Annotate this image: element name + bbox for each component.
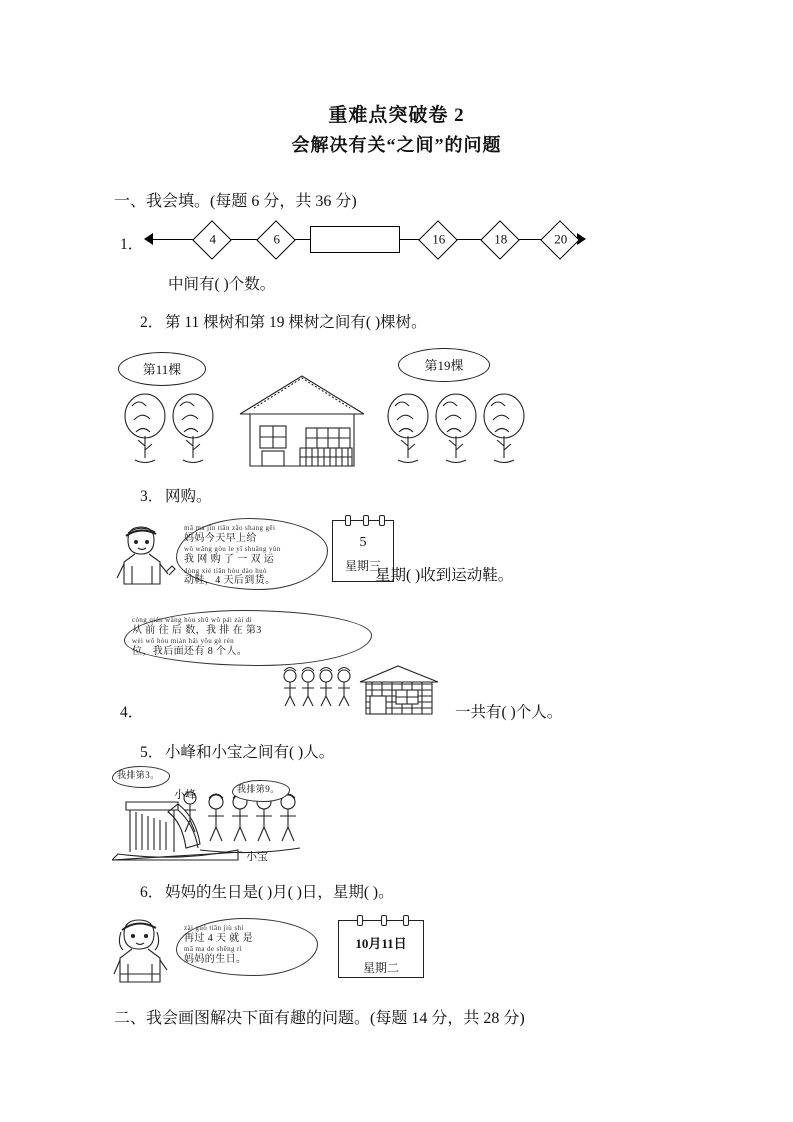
q6-bubble-line-1: 再过 4 天 就 是	[184, 932, 253, 944]
number-line-blank-box[interactable]	[310, 226, 400, 253]
number-node-6	[256, 220, 296, 260]
q5-name-xiaofeng: 小峰	[174, 789, 196, 801]
q3-answer-text: 星期( )收到运动鞋。	[375, 567, 514, 584]
q3-bubble-pinyin-3: dòng xié tiān hòu dào huò	[184, 566, 267, 575]
q1-text: 中间有( )个数。	[168, 276, 276, 293]
calendar-ring	[379, 515, 385, 526]
number-node-18	[480, 220, 520, 260]
number-node-4	[192, 220, 232, 260]
q6-text: 妈妈的生日是( )月( )日，星期( )。	[165, 884, 394, 901]
q6-bubble-line-2: 妈妈的生日。	[184, 954, 247, 965]
q5-name-xiaobao: 小宝	[246, 851, 268, 863]
q6-number: 6．	[140, 884, 164, 901]
q4-speech-bubble	[124, 610, 372, 666]
q2-text: 第 11 棵树和第 19 棵树之间有( )棵树。	[165, 314, 427, 331]
q6-speech-bubble	[176, 918, 318, 976]
calendar-ring	[403, 915, 409, 926]
q3-bubble-pinyin-2: wǒ wǎng gòu le yī shuāng yùn	[184, 545, 281, 554]
tree-label-19: 第19棵	[398, 348, 490, 382]
q3-bubble-line-2: 我 网 购 了 一 双 运	[184, 554, 275, 565]
calendar-ring	[381, 915, 387, 926]
tree-label-11: 第11棵	[118, 352, 206, 386]
q3-bubble-line-1: 妈妈今天早上给	[184, 532, 257, 544]
q1-number: 1．	[120, 236, 144, 253]
calendar-ring	[363, 515, 369, 526]
q3-bubble-line-3: 动鞋，4 天后到货。	[184, 575, 276, 587]
q3-bubble-pinyin-1: mā ma jīn tiān zǎo shang gěi	[184, 524, 276, 532]
number-line-left-arrow	[144, 233, 153, 245]
q6-bubble-pinyin-2: mā ma de shēng rì	[184, 945, 243, 954]
q3-calendar-week: 星期三	[344, 559, 381, 573]
q3-number: 3．	[140, 488, 164, 505]
q5-bubble-right	[232, 780, 290, 802]
calendar-ring	[345, 515, 351, 526]
q4-illustration	[278, 662, 458, 720]
q6-bubble-pinyin-1: zài guò tiān jiù shì	[184, 924, 244, 932]
calendar-rings	[339, 915, 423, 923]
section-1-heading: 一、我会填。(每题 6 分，共 36 分)	[114, 193, 357, 210]
calendar-rings	[333, 515, 393, 523]
q6-person-figure	[108, 912, 174, 988]
q5-bubble-left	[112, 766, 170, 788]
q4-bubble-pinyin-2: wèi wǒ hòu miàn hái yǒu gè rén	[132, 637, 235, 646]
number-node-label: 16	[432, 231, 446, 247]
q3-person-figure	[110, 518, 180, 588]
q5-text: 小峰和小宝之间有( )人。	[165, 744, 335, 761]
number-node-label: 4	[209, 231, 216, 247]
number-node-label: 6	[273, 231, 280, 247]
q4-bubble-line-1: 从 前 往 后 数，我 排 在 第3	[132, 624, 262, 636]
q6-calendar-week: 星期二	[362, 961, 399, 975]
q3-calendar-day: 5	[359, 535, 367, 550]
q4-number: 4．	[120, 704, 144, 721]
page-subtitle: 会解决有关“之间”的问题	[291, 135, 502, 155]
number-node-16	[418, 220, 458, 260]
q4-bubble-line-2: 位，我后面还有 8 个人。	[132, 646, 248, 657]
q3-speech-bubble	[176, 518, 328, 590]
q4-text: 一共有( )个人。	[455, 704, 563, 721]
page-title: 重难点突破卷 2	[328, 105, 465, 126]
q4-bubble-pinyin-1: cóng qián wǎng hòu shǔ wǒ pái zài dì	[132, 616, 253, 624]
calendar-ring	[357, 915, 363, 926]
number-node-20	[540, 220, 580, 260]
q5-bubble-left-text: 我排第3。	[117, 770, 160, 780]
q5-number: 5．	[140, 744, 164, 761]
number-node-label: 20	[554, 231, 568, 247]
number-node-label: 18	[494, 231, 508, 247]
q2-number: 2．	[140, 314, 164, 331]
q3-text: 网购。	[165, 488, 212, 505]
q6-calendar-date: 10月11日	[355, 936, 407, 951]
section-2-heading: 二、我会画图解决下面有趣的问题。(每题 14 分，共 28 分)	[114, 1010, 525, 1027]
q6-calendar	[338, 920, 424, 978]
q5-bubble-right-text: 我排第9。	[237, 784, 280, 794]
q1-number-line	[150, 222, 580, 256]
